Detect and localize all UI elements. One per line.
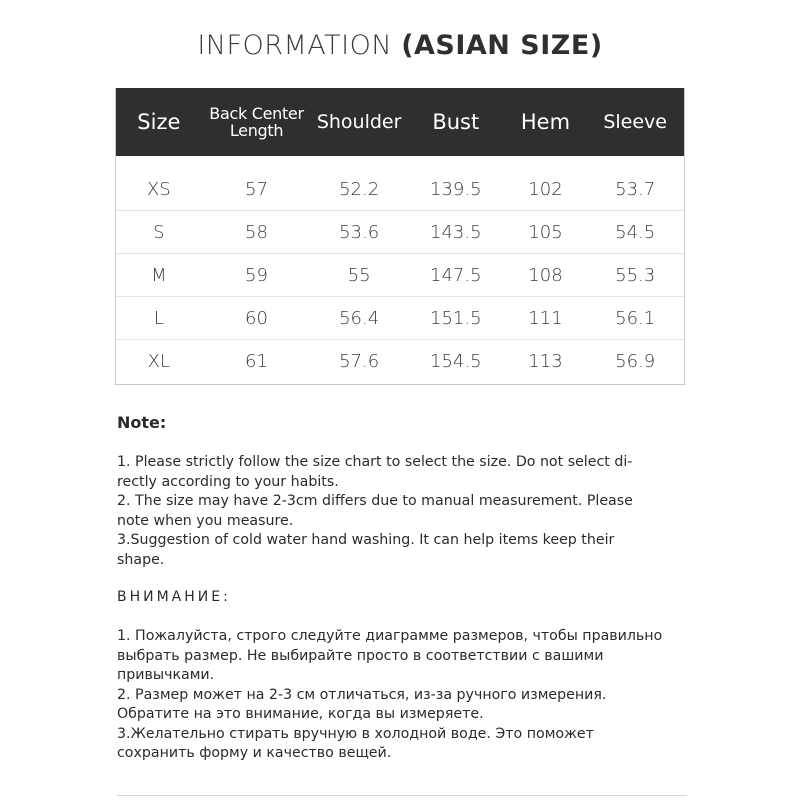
cell-bust: 147.5 [430, 264, 482, 286]
note-body [117, 453, 677, 570]
cell-hem: 108 [528, 264, 563, 286]
russian-note-body [117, 627, 677, 764]
cell-size: XL [147, 351, 171, 372]
table-header-row [116, 88, 684, 156]
russian-note-line: сохранить форму и качество вещей. [117, 745, 392, 761]
cell-bust: 154.5 [430, 351, 482, 372]
bottom-divider [117, 795, 687, 796]
cell-bust: 143.5 [430, 221, 482, 243]
russian-note-line: 2. Размер может на 2-3 см отличаться, из-за ручного измерения. [117, 686, 607, 703]
title-size-system: (ASIAN SIZE) [401, 30, 603, 61]
note-heading: Note: [117, 413, 167, 432]
cell-size: L [153, 307, 164, 329]
cell-shoulder: 57.6 [339, 351, 380, 372]
cell-hem: 105 [528, 221, 563, 243]
header-bust: Bust [432, 109, 480, 134]
table-row [116, 168, 684, 211]
russian-note-line: выбрать размер. Не выбирайте просто в соответствии с вашими [117, 647, 604, 664]
cell-hem: 102 [528, 178, 563, 200]
header-sleeve: Sleeve [603, 110, 667, 133]
cell-back-center-length: 61 [245, 351, 268, 372]
russian-note-line: Обратите на это внимание, когда вы измеряете. [117, 706, 484, 722]
cell-size: XS [146, 178, 171, 200]
note-line: shape. [117, 551, 165, 568]
cell-back-center-length: 60 [245, 307, 268, 329]
cell-size: S [153, 221, 165, 243]
russian-note-line: 3.Желательно стирать вручную в холодной воде. Это поможет [117, 725, 594, 742]
header-back-center-length-line-2: Length [229, 121, 284, 140]
page-title [0, 30, 800, 61]
cell-sleeve: 56.1 [615, 307, 656, 329]
cell-shoulder: 55 [347, 264, 371, 286]
note-line: 1. Please strictly follow the size chart to select the size. Do not select di- [117, 454, 633, 470]
cell-shoulder: 52.2 [339, 178, 380, 200]
cell-bust: 151.5 [430, 307, 482, 329]
table-body [116, 156, 684, 383]
cell-back-center-length: 59 [245, 264, 268, 286]
cell-shoulder: 56.4 [339, 307, 380, 329]
cell-shoulder: 53.6 [339, 221, 380, 243]
cell-hem: 113 [528, 351, 563, 372]
title-main: INFORMATION [197, 30, 393, 61]
cell-hem: 111 [528, 307, 563, 329]
note-line: rectly according to your habits. [117, 473, 339, 490]
cell-back-center-length: 57 [245, 178, 268, 200]
cell-sleeve: 56.9 [615, 351, 656, 372]
russian-note-line: привычками. [117, 667, 215, 683]
table-row [116, 340, 684, 383]
header-size: Size [137, 109, 181, 134]
cell-sleeve: 54.5 [615, 221, 656, 243]
cell-bust: 139.5 [430, 178, 482, 200]
table-row [116, 254, 684, 297]
table-row [116, 211, 684, 254]
header-hem: Hem [520, 109, 571, 134]
header-shoulder: Shoulder [316, 110, 402, 133]
cell-size: M [151, 264, 167, 286]
table-row [116, 297, 684, 340]
header-back-center-length [202, 105, 312, 139]
note-line: 2. The size may have 2-3cm differs due to manual measurement. Please [117, 493, 633, 509]
size-chart-table [115, 88, 685, 385]
cell-sleeve: 53.7 [615, 178, 656, 200]
russian-note-line: 1. Пожалуйста, строго следуйте диаграмме размеров, чтобы правильно [117, 628, 663, 644]
header-back-center-length-line-1: Back Center [209, 104, 304, 123]
cell-sleeve: 55.3 [615, 264, 656, 286]
cell-back-center-length: 58 [245, 221, 268, 243]
note-line: 3.Suggestion of cold water hand washing. It can help items keep their [117, 532, 615, 548]
note-line: note when you measure. [117, 512, 294, 529]
russian-note-heading: ВНИМАНИЕ: [117, 589, 231, 605]
